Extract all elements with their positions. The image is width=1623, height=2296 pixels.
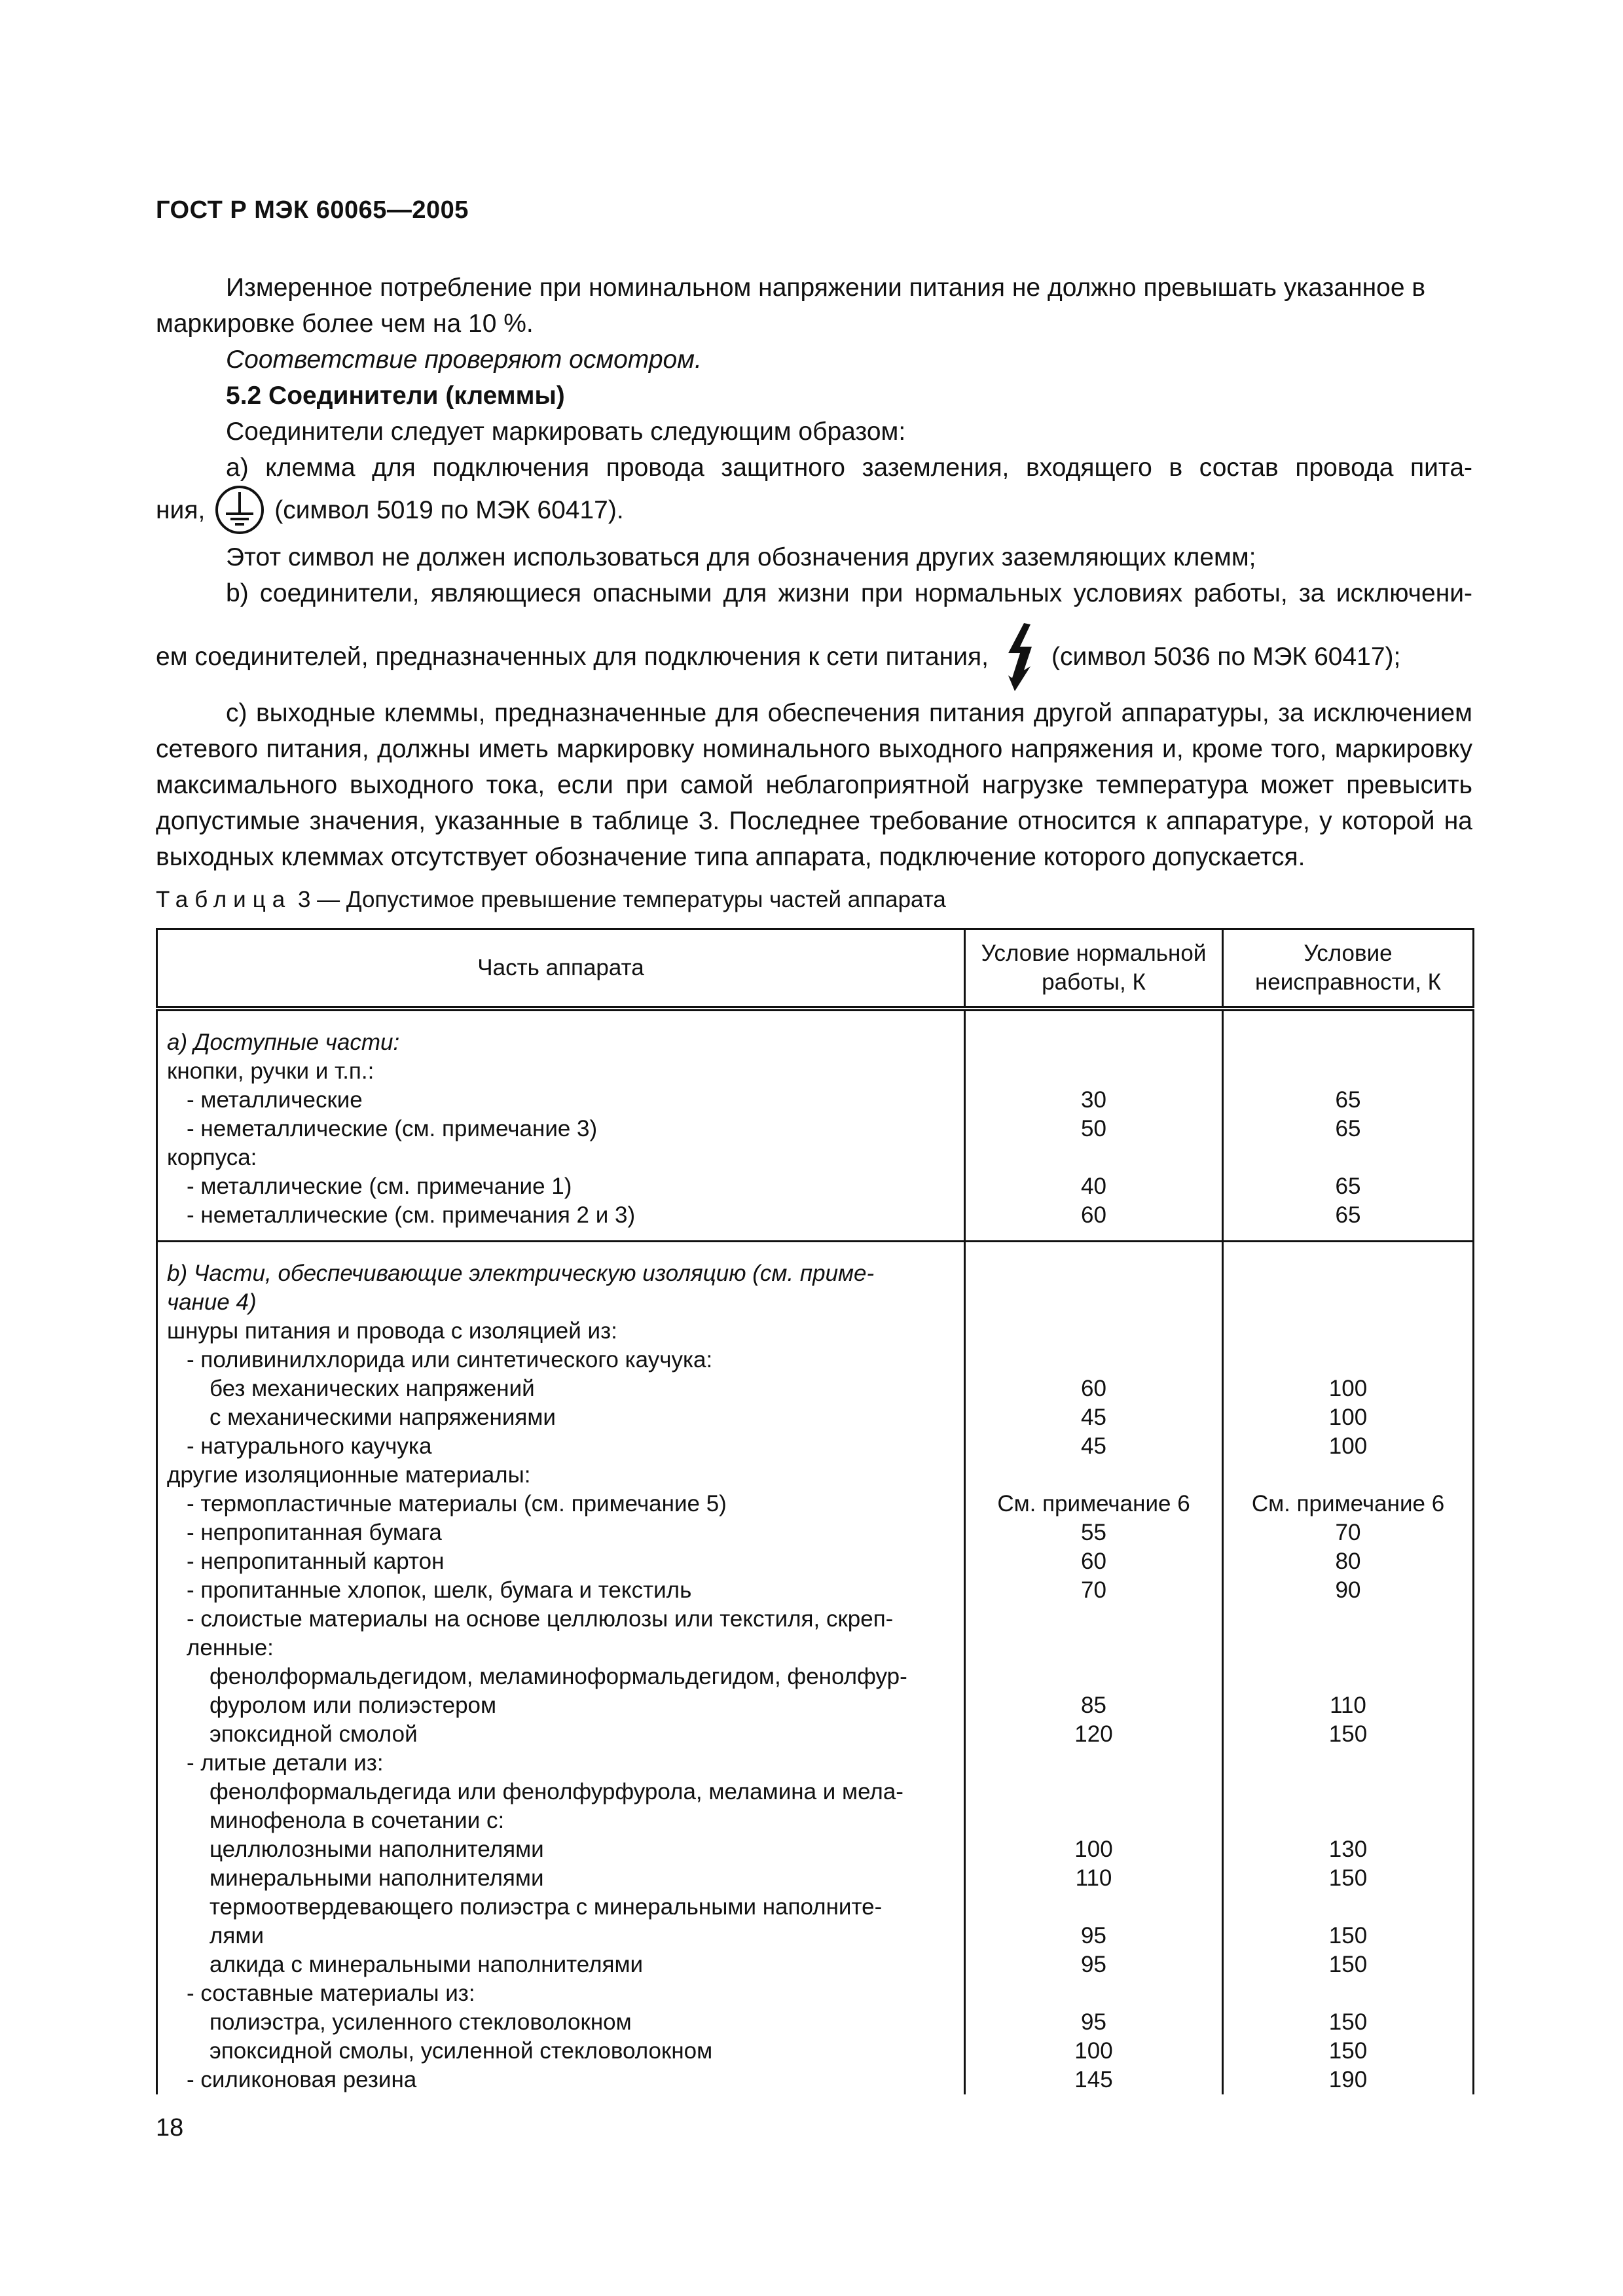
table-row-label: - непропитанный картон bbox=[187, 1549, 445, 1574]
table-row-fault: 100 bbox=[1328, 1405, 1368, 1430]
table-row-normal bbox=[975, 1979, 1213, 2008]
item-b-text-end: (символ 5036 по МЭК 60417); bbox=[1051, 642, 1401, 671]
table-caption bbox=[156, 887, 946, 913]
table-row-fault: 65 bbox=[1335, 1174, 1361, 1199]
table-row-fault bbox=[1233, 1778, 1463, 1806]
table-row-label: целлюлозными наполнителями bbox=[210, 1837, 544, 1862]
section-b-fault bbox=[1223, 1242, 1474, 2095]
table-row-normal: 50 bbox=[1081, 1116, 1106, 1141]
table-row-normal: 60 bbox=[1081, 1376, 1106, 1401]
table-row-label: - силиконовая резина bbox=[187, 2067, 417, 2092]
page-number: 18 bbox=[156, 2114, 184, 2142]
paragraph-item-a: а) клемма для подключения провода защитного заземления, входящего в состав провода пита- bbox=[226, 454, 1472, 482]
table-row-label: - металлические bbox=[187, 1087, 363, 1113]
table-caption-label: Таблица bbox=[156, 887, 292, 912]
table-row-label: - натурального каучука bbox=[187, 1433, 432, 1459]
table-row-fault: См. примечание 6 bbox=[1251, 1491, 1445, 1516]
table-row-normal: 60 bbox=[1081, 1549, 1106, 1574]
table-row-normal bbox=[975, 1778, 1213, 1806]
table-row-label: фенолформальдегида или фенолфурфурола, меламина и мела- bbox=[210, 1779, 903, 1804]
table-row-fault: 130 bbox=[1328, 1837, 1368, 1862]
table-row-fault bbox=[1233, 1143, 1463, 1172]
table-row-label: - слоистые материалы на основе целлюлозы или текстиля, скреп- bbox=[187, 1606, 894, 1632]
table-row-normal: 45 bbox=[1081, 1433, 1106, 1459]
paragraph-item-b-symbol-line bbox=[156, 618, 1472, 695]
paragraph-compliance: Соответствие проверяют осмотром. bbox=[226, 346, 702, 374]
table-caption-text: — Допустимое превышение температуры частей аппарата bbox=[317, 887, 946, 912]
table-row-fault: 150 bbox=[1328, 1721, 1368, 1747]
table-row-label: - неметаллические (см. примечание 3) bbox=[187, 1116, 598, 1141]
table-row-normal bbox=[975, 1893, 1213, 1922]
table-row-normal: 85 bbox=[1081, 1693, 1106, 1718]
table-row-label: - неметаллические (см. примечания 2 и 3) bbox=[187, 1202, 636, 1228]
table-row-normal: 120 bbox=[1074, 1721, 1113, 1747]
table-row-normal: 55 bbox=[1081, 1520, 1106, 1545]
table-row-fault bbox=[1233, 1893, 1463, 1922]
section-a-title: а) Доступные части: bbox=[167, 1030, 400, 1055]
table-row-fault bbox=[1233, 1749, 1463, 1778]
table-row-label: - пропитанные хлопок, шелк, бумага и текстиль bbox=[187, 1577, 692, 1603]
table-row-fault: 190 bbox=[1328, 2067, 1368, 2092]
table-caption-number: 3 bbox=[297, 887, 311, 912]
table-row-fault bbox=[1233, 1057, 1463, 1086]
table-row-normal: 100 bbox=[1074, 2038, 1113, 2064]
table-row-label: шнуры питания и провода с изоляцией из: bbox=[167, 1318, 617, 1344]
table-row-label: эпоксидной смолой bbox=[210, 1721, 418, 1747]
table-row-normal: 45 bbox=[1081, 1405, 1106, 1430]
item-a-text-start: ния, bbox=[156, 495, 206, 524]
table-row-fault: 70 bbox=[1335, 1520, 1361, 1545]
section-b-title-2: чание 4) bbox=[167, 1289, 257, 1315]
section-b-normal bbox=[965, 1242, 1223, 2095]
table-row-fault: 150 bbox=[1328, 1923, 1368, 1948]
section-heading-5-2: 5.2 Соединители (клеммы) bbox=[226, 382, 565, 410]
table-row-label: алкида с минеральными наполнителями bbox=[210, 1952, 644, 1977]
table-row-normal: 30 bbox=[1081, 1087, 1106, 1113]
table-row-label: другие изоляционные материалы: bbox=[167, 1462, 531, 1488]
table-row-label: полиэстра, усиленного стекловолокном bbox=[210, 2009, 632, 2035]
paragraph-item-a-symbol-line bbox=[156, 480, 1472, 539]
table-row-normal bbox=[975, 1605, 1213, 1634]
table-row-label: - поливинилхлорида или синтетического каучука: bbox=[187, 1347, 713, 1372]
table-row-label: - непропитанная бумага bbox=[187, 1520, 442, 1545]
paragraph-consumption: Измеренное потребление при номинальном напряжении питания не должно превышать указанное в маркировке более чем на 10 %. bbox=[156, 274, 1426, 338]
paragraph-connectors-intro: Соединители следует маркировать следующим образом: bbox=[226, 418, 906, 446]
table-row-label: кнопки, ручки и т.п.: bbox=[167, 1058, 374, 1084]
table-row-label: с механическими напряжениями bbox=[210, 1405, 556, 1430]
table-row-normal: 95 bbox=[1081, 2009, 1106, 2035]
table-row-fault: 100 bbox=[1328, 1376, 1368, 1401]
table-row-normal: 110 bbox=[1075, 1865, 1112, 1891]
table-row-fault bbox=[1233, 1346, 1463, 1374]
table-row-normal: 40 bbox=[1081, 1174, 1106, 1199]
table-row-label: термоотвердевающего полиэстра с минеральными наполните- bbox=[210, 1894, 883, 1920]
table-row-label: фуролом или полиэстером bbox=[210, 1693, 497, 1718]
table-row-label: ленные: bbox=[187, 1635, 274, 1660]
table-row-label: лями bbox=[210, 1923, 264, 1948]
table-row-label: без механических напряжений bbox=[210, 1376, 535, 1401]
item-a-text-end: (символ 5019 по МЭК 60417). bbox=[274, 495, 624, 524]
table-row-fault bbox=[1233, 1461, 1463, 1490]
table-row-normal: 70 bbox=[1081, 1577, 1106, 1603]
header-fault: Условие неисправности, К bbox=[1223, 929, 1474, 1009]
table-row-normal bbox=[975, 1057, 1213, 1086]
table-row-normal: 145 bbox=[1074, 2067, 1113, 2092]
protective-earth-icon bbox=[214, 484, 265, 535]
table-row-label: - составные материалы из: bbox=[187, 1981, 475, 2006]
header-normal: Условие нормальной работы, К bbox=[965, 929, 1223, 1009]
table-row-fault: 110 bbox=[1330, 1693, 1366, 1718]
table-row-fault: 90 bbox=[1335, 1577, 1361, 1603]
table-row-normal bbox=[975, 1806, 1213, 1835]
section-b-title-1: b) Части, обеспечивающие электрическую изоляцию (см. приме- bbox=[167, 1261, 875, 1286]
paragraph-symbol-note: Этот символ не должен использоваться для обозначения других заземляющих клемм; bbox=[226, 543, 1256, 571]
table-row-fault bbox=[1233, 1806, 1463, 1835]
table-row-fault: 80 bbox=[1335, 1549, 1361, 1574]
item-b-text-start: ем соединителей, предназначенных для подключения к сети питания, bbox=[156, 642, 989, 671]
table-row-fault bbox=[1233, 1979, 1463, 2008]
table-row-normal: 60 bbox=[1081, 1202, 1106, 1228]
section-a-fault bbox=[1223, 1009, 1474, 1242]
table-row-label: минеральными наполнителями bbox=[210, 1865, 544, 1891]
table-row-label: фенолформальдегидом, меламиноформальдегидом, фенолфур- bbox=[210, 1664, 907, 1689]
table-row-label: минофенола в сочетании с: bbox=[210, 1808, 505, 1833]
table-row-normal bbox=[975, 1346, 1213, 1374]
section-b bbox=[157, 1242, 1474, 2095]
table-row-normal bbox=[975, 1143, 1213, 1172]
section-a-parts bbox=[157, 1009, 965, 1242]
table-row-normal: 100 bbox=[1074, 1837, 1113, 1862]
header-part: Часть аппарата bbox=[157, 929, 965, 1009]
paragraph-item-b: b) соединители, являющиеся опасными для жизни при нормальных условиях работы, за исключени- bbox=[226, 579, 1472, 607]
table-row-normal bbox=[975, 1662, 1213, 1691]
table-row-label: корпуса: bbox=[167, 1145, 257, 1170]
document-header: ГОСТ Р МЭК 60065—2005 bbox=[156, 196, 469, 224]
table-row-fault: 100 bbox=[1328, 1433, 1368, 1459]
document-body bbox=[156, 270, 1472, 875]
section-a-normal bbox=[965, 1009, 1223, 1242]
dangerous-voltage-icon bbox=[1004, 620, 1036, 692]
section-b-parts bbox=[157, 1242, 965, 2095]
paragraph-item-c: с) выходные клеммы, предназначенные для обеспечения питания другой аппаратуры, за исключением сетевого питания, должны иметь маркировку номинального выходного напряжения и, кроме того, маркировку максимального выходного тока, если при самой неблагоприятной нагрузке температура может превысить допустимые значения, указанные в таблице 3. Последнее требование относится к аппаратуре, у которой на выходных клеммах отсутствует обозначение типа аппарата, подключение которого допускается. bbox=[156, 699, 1472, 871]
table-row-normal bbox=[975, 1634, 1213, 1662]
table-row-fault bbox=[1233, 1317, 1463, 1346]
table-row-label: - термопластичные материалы (см. примечание 5) bbox=[187, 1491, 727, 1516]
table-row-fault: 150 bbox=[1328, 1865, 1368, 1891]
table-row-label: - литые детали из: bbox=[187, 1750, 384, 1776]
table-row-fault: 150 bbox=[1328, 1952, 1368, 1977]
table-row-fault: 150 bbox=[1328, 2038, 1368, 2064]
table-row-fault bbox=[1233, 1662, 1463, 1691]
table-row-normal bbox=[975, 1749, 1213, 1778]
section-a bbox=[157, 1009, 1474, 1242]
table-row-normal bbox=[975, 1317, 1213, 1346]
table-row-normal bbox=[975, 1461, 1213, 1490]
table-row-label: эпоксидной смолы, усиленной стекловолокном bbox=[210, 2038, 713, 2064]
table-row-fault: 65 bbox=[1335, 1116, 1361, 1141]
table-row-fault bbox=[1233, 1634, 1463, 1662]
table-row-fault: 65 bbox=[1335, 1087, 1361, 1113]
table-row-fault: 65 bbox=[1335, 1202, 1361, 1228]
table-row-normal: См. примечание 6 bbox=[997, 1491, 1190, 1516]
table-row-fault bbox=[1233, 1605, 1463, 1634]
table-row-normal: 95 bbox=[1081, 1952, 1106, 1977]
table-row-normal: 95 bbox=[1081, 1923, 1106, 1948]
temperature-rise-table bbox=[156, 928, 1474, 2094]
table-row-fault: 150 bbox=[1328, 2009, 1368, 2035]
table-row-label: - металлические (см. примечание 1) bbox=[187, 1174, 572, 1199]
